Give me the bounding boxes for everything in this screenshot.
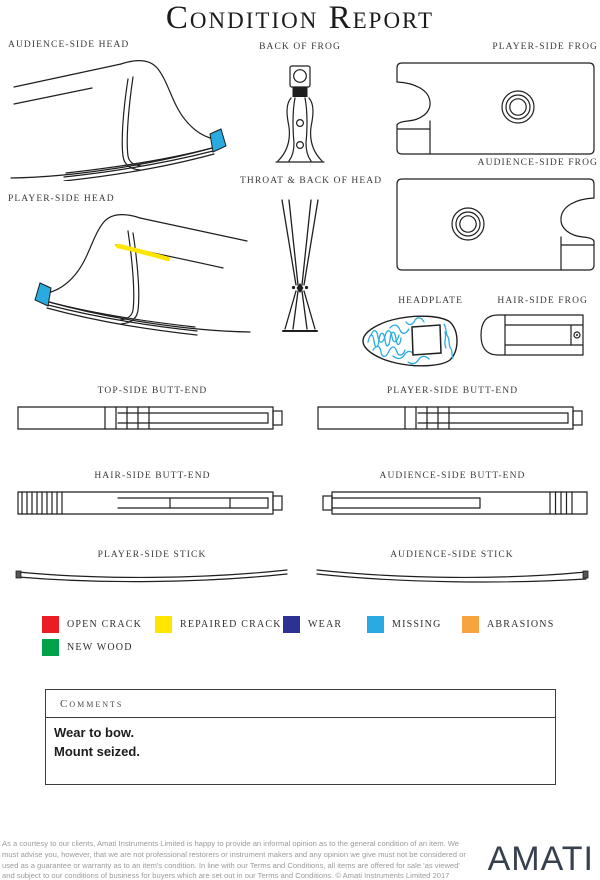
panel-throat-back-of-head bbox=[240, 176, 383, 344]
outline-lines bbox=[18, 570, 287, 582]
hair-side-butt-end-drawing bbox=[15, 487, 290, 519]
legend-swatch-new-wood bbox=[42, 639, 59, 656]
legend-label: OPEN CRACK bbox=[67, 619, 143, 630]
panel-label: THROAT & BACK OF HEAD bbox=[240, 176, 383, 186]
panel-label: PLAYER-SIDE HEAD bbox=[8, 194, 115, 204]
panel-audience-side-stick bbox=[312, 550, 592, 588]
frog-neck bbox=[293, 87, 308, 97]
top-side-butt-end-drawing bbox=[15, 402, 290, 434]
headplate-drawing bbox=[360, 312, 460, 370]
legend-item-wear bbox=[283, 616, 342, 633]
panel-hair-side-frog bbox=[476, 296, 588, 358]
panel-back-of-frog bbox=[240, 42, 360, 166]
legend-item-new-wood bbox=[42, 639, 133, 656]
panel-label: TOP-SIDE BUTT-END bbox=[97, 386, 208, 396]
comments-box bbox=[45, 689, 556, 785]
stick-tip-block bbox=[16, 571, 21, 578]
outline-lines bbox=[397, 63, 594, 154]
panel-player-side-butt-end bbox=[315, 386, 590, 434]
back-of-frog-drawing bbox=[262, 64, 338, 166]
panel-player-side-head bbox=[8, 194, 253, 340]
headplate-mortise bbox=[412, 325, 441, 355]
outline-lines bbox=[18, 492, 282, 514]
panel-player-side-frog bbox=[393, 42, 598, 155]
outline-lines bbox=[323, 492, 587, 514]
comment-line: Mount seized. bbox=[54, 743, 140, 759]
outline-lines bbox=[397, 179, 594, 270]
outline-lines bbox=[481, 315, 583, 355]
audience-side-butt-end-drawing bbox=[315, 487, 590, 519]
legend-swatch-open-crack bbox=[42, 616, 59, 633]
legend-swatch-abrasions bbox=[462, 616, 479, 633]
outline-lines bbox=[47, 215, 250, 335]
legend-swatch-wear bbox=[283, 616, 300, 633]
audience-side-stick-drawing bbox=[312, 566, 592, 588]
outline-lines bbox=[317, 570, 586, 582]
comments-body bbox=[46, 718, 555, 768]
audience-side-frog-drawing bbox=[393, 174, 598, 271]
amati-logo: AMATI bbox=[487, 840, 594, 878]
legend-item-abrasions bbox=[462, 616, 554, 633]
disclaimer-text: As a courtesy to our clients, Amati Instruments Limited is happy to provide an informal opinion as to the general condition of an item. We must advise you, however, that we are not professional restorers or instrument makers and any opinion we give must not be considered or used as a guarantee or warranty as to an item's condition. In line with our Terms and Conditions, all items are offered for sale 'as viewed' and subject to our conditions of business for buyers which are set out in our Terms and Conditions. © Amati Instruments Limited 2017 bbox=[2, 839, 466, 880]
waist-dot bbox=[292, 286, 295, 289]
missing-mark-tip bbox=[210, 129, 226, 152]
comments-header: Comments bbox=[46, 690, 555, 718]
outline-lines bbox=[276, 66, 324, 162]
legend-item-missing bbox=[367, 616, 442, 633]
legend-label: REPAIRED CRACK bbox=[180, 619, 282, 630]
panel-audience-side-frog bbox=[393, 158, 598, 271]
hair-side-frog-drawing bbox=[476, 312, 588, 358]
repaired-crack-mark bbox=[118, 246, 168, 259]
headplate-outline bbox=[363, 316, 457, 366]
panel-label: AUDIENCE-SIDE BUTT-END bbox=[379, 471, 526, 481]
missing-mark-tip bbox=[35, 283, 51, 306]
panel-player-side-stick bbox=[12, 550, 292, 588]
panel-label: AUDIENCE-SIDE STICK bbox=[390, 550, 514, 560]
legend-label: WEAR bbox=[308, 619, 343, 630]
legend-item-open-crack bbox=[42, 616, 142, 633]
panel-audience-side-butt-end bbox=[315, 471, 590, 519]
panel-audience-side-head bbox=[8, 40, 243, 181]
panel-headplate bbox=[360, 296, 463, 370]
legend-label: ABRASIONS bbox=[487, 619, 555, 630]
outline-lines bbox=[11, 61, 214, 181]
pin-dot bbox=[576, 334, 578, 336]
stick-tip-block bbox=[583, 571, 588, 578]
legend-swatch-missing bbox=[367, 616, 384, 633]
player-side-frog-drawing bbox=[393, 58, 598, 155]
audience-side-head-drawing bbox=[8, 56, 243, 181]
page-title: Condition Report bbox=[165, 0, 435, 36]
player-side-stick-drawing bbox=[12, 566, 292, 588]
panel-label: AUDIENCE-SIDE FROG bbox=[477, 158, 598, 168]
panel-label: PLAYER-SIDE BUTT-END bbox=[386, 386, 519, 396]
comment-line: Wear to bow. bbox=[54, 725, 135, 740]
throat-back-of-head-drawing bbox=[268, 192, 332, 344]
outline-lines bbox=[18, 407, 282, 429]
legend-label: NEW WOOD bbox=[67, 642, 133, 653]
waist-dot bbox=[305, 286, 308, 289]
player-side-butt-end-drawing bbox=[315, 402, 590, 434]
panel-label: AUDIENCE-SIDE HEAD bbox=[8, 40, 130, 50]
panel-hair-side-butt-end bbox=[15, 471, 290, 519]
panel-label: HAIR-SIDE FROG bbox=[497, 296, 588, 306]
panel-label: PLAYER-SIDE STICK bbox=[97, 550, 207, 560]
panel-top-side-butt-end bbox=[15, 386, 290, 434]
legend-swatch-repaired-crack bbox=[155, 616, 172, 633]
legend-item-repaired-crack bbox=[155, 616, 282, 633]
legend-label: MISSING bbox=[392, 619, 442, 630]
player-side-head-drawing bbox=[8, 210, 253, 340]
panel-label: HEADPLATE bbox=[398, 296, 463, 306]
panel-label: BACK OF FROG bbox=[259, 42, 341, 52]
outline-lines bbox=[282, 200, 318, 331]
panel-label: HAIR-SIDE BUTT-END bbox=[94, 471, 211, 481]
panel-label: PLAYER-SIDE FROG bbox=[492, 42, 598, 52]
outline-lines bbox=[318, 407, 582, 429]
